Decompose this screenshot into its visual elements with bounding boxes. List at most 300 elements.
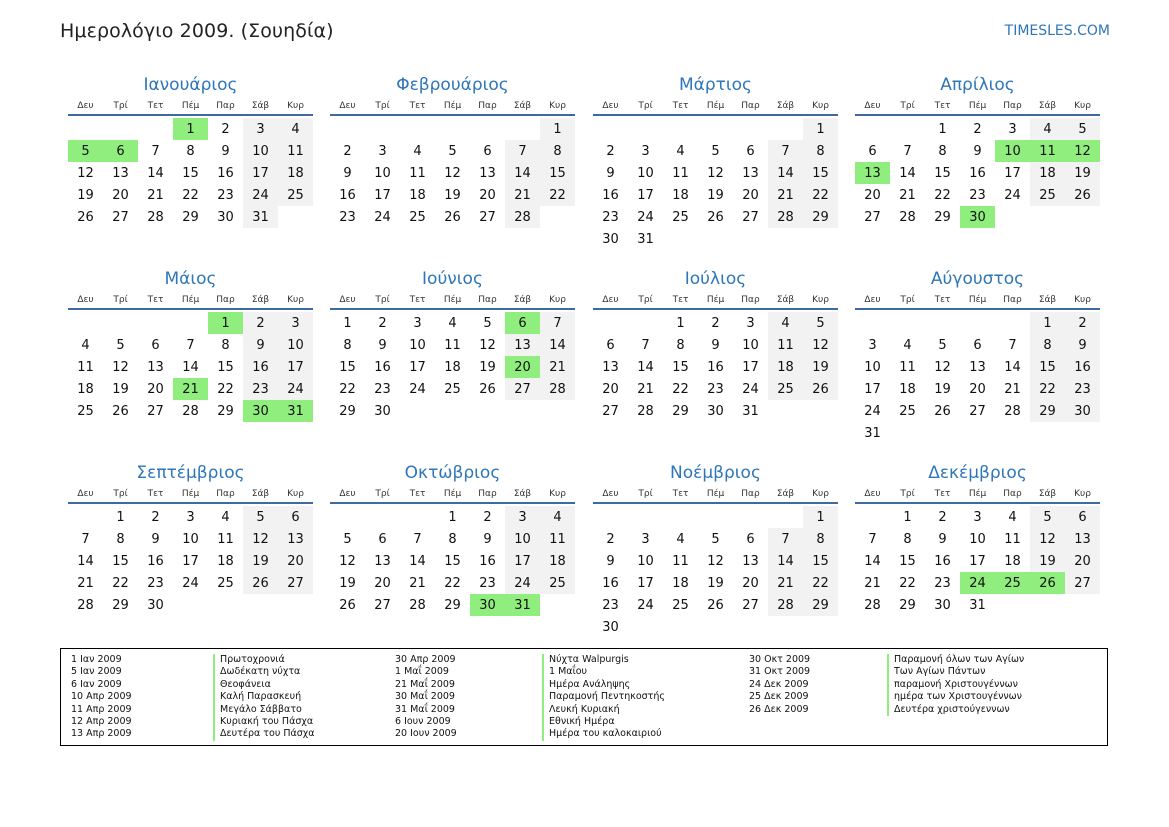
holiday-date: 10 Απρ 2009 (71, 691, 132, 703)
day-cell: 25 (444, 381, 461, 397)
day-cell: 6 (606, 337, 615, 353)
day-cell: 5 (343, 531, 352, 547)
day-cell: 14 (505, 162, 540, 184)
weekday-label: Δευ (864, 295, 881, 305)
weekday-header (330, 487, 575, 504)
day-cell: 11 (77, 359, 94, 375)
day-cell: 9 (378, 337, 387, 353)
holiday-date: 1 Ιαν 2009 (71, 654, 122, 665)
day-grid (593, 506, 838, 638)
holiday-name: Λευκή Κυριακή (542, 704, 665, 716)
day-cell: 4 (278, 118, 313, 140)
day-cell: 31 (742, 403, 759, 419)
day-cell: 27 (1065, 572, 1100, 594)
day-cell: 24 (1004, 187, 1021, 203)
holiday-date: 26 Δεκ 2009 (749, 703, 809, 715)
day-cell: 18 (672, 187, 689, 203)
day-cell: 18 (444, 359, 461, 375)
day-cell: 29 (934, 209, 951, 225)
day-cell: 20 (864, 187, 881, 203)
day-cell: 20 (374, 575, 391, 591)
day-cell-holiday: 30 (470, 594, 505, 616)
day-cell: 22 (1030, 378, 1065, 400)
day-cell-holiday: 5 (68, 140, 103, 162)
day-cell: 21 (637, 381, 654, 397)
day-cell: 13 (147, 359, 164, 375)
day-cell: 24 (374, 209, 391, 225)
day-cell: 14 (1004, 359, 1021, 375)
day-cell: 3 (973, 509, 982, 525)
empty-cell (995, 312, 1030, 334)
holiday-name: Πρωτοχρονιά (213, 654, 315, 666)
day-cell: 10 (637, 553, 654, 569)
day-cell: 27 (479, 209, 496, 225)
day-cell: 11 (672, 553, 689, 569)
day-cell-holiday: 6 (103, 140, 138, 162)
weekday-label: Τετ (934, 489, 951, 499)
weekday-label: Τετ (934, 101, 951, 111)
day-cell: 15 (112, 553, 129, 569)
weekday-label: Σάβ (513, 489, 532, 499)
day-cell: 12 (444, 165, 461, 181)
day-cell: 1 (803, 506, 838, 528)
weekday-label: Τετ (672, 295, 689, 305)
weekday-label: Τρί (900, 489, 915, 499)
empty-cell (768, 506, 803, 528)
day-cell: 18 (768, 356, 803, 378)
empty-cell (698, 118, 733, 140)
day-cell: 19 (77, 187, 94, 203)
weekday-label: Κυρ (812, 101, 829, 111)
weekday-label: Κυρ (549, 295, 566, 305)
day-cell: 17 (409, 359, 426, 375)
day-grid (330, 312, 575, 422)
day-cell: 7 (768, 140, 803, 162)
day-cell: 24 (409, 381, 426, 397)
day-cell: 11 (1004, 531, 1021, 547)
day-cell: 25 (768, 378, 803, 400)
holiday-name: 1 Μαΐου (542, 666, 665, 678)
day-cell: 27 (505, 378, 540, 400)
day-cell-holiday: 10 (995, 140, 1030, 162)
weekday-header (855, 487, 1100, 504)
day-cell: 11 (217, 531, 234, 547)
day-cell-holiday: 12 (1065, 140, 1100, 162)
day-cell: 5 (243, 506, 278, 528)
day-cell: 27 (969, 403, 986, 419)
month-block (330, 267, 575, 422)
day-cell: 26 (112, 403, 129, 419)
day-cell: 10 (374, 165, 391, 181)
weekday-label: Δευ (602, 489, 619, 499)
day-cell: 24 (278, 378, 313, 400)
holiday-name: Νύχτα Walpurgis (542, 654, 665, 666)
day-cell: 13 (602, 359, 619, 375)
day-cell: 15 (182, 165, 199, 181)
day-cell: 17 (182, 553, 199, 569)
weekday-label: Τρί (113, 101, 128, 111)
day-cell: 13 (969, 359, 986, 375)
day-cell: 4 (768, 312, 803, 334)
day-cell: 22 (803, 184, 838, 206)
holiday-date: 11 Απρ 2009 (71, 703, 132, 715)
day-cell: 30 (1065, 400, 1100, 422)
site-link[interactable]: TIMESLES.COM (1004, 23, 1110, 39)
day-grid (68, 312, 313, 422)
empty-cell (400, 506, 435, 528)
day-cell: 19 (707, 575, 724, 591)
day-cell: 23 (602, 209, 619, 225)
day-cell: 6 (746, 531, 755, 547)
weekday-label: Πέμ (181, 295, 200, 305)
day-cell: 17 (742, 359, 759, 375)
month-name: Φεβρουάριος (396, 75, 509, 95)
day-cell: 28 (768, 206, 803, 228)
day-cell: 10 (864, 359, 881, 375)
weekday-label: Πέμ (968, 295, 987, 305)
empty-cell (855, 118, 890, 140)
empty-cell (733, 118, 768, 140)
month-block (593, 73, 838, 250)
day-cell: 12 (243, 528, 278, 550)
day-cell: 26 (444, 209, 461, 225)
month-block (593, 461, 838, 638)
day-cell: 17 (278, 356, 313, 378)
empty-cell (365, 118, 400, 140)
day-cell: 2 (378, 315, 387, 331)
day-cell: 13 (479, 165, 496, 181)
day-cell: 19 (1065, 162, 1100, 184)
day-cell: 12 (77, 165, 94, 181)
weekday-label: Τρί (900, 101, 915, 111)
day-cell: 12 (707, 165, 724, 181)
weekday-label: Παρ (1003, 101, 1022, 111)
weekday-label: Παρ (1003, 295, 1022, 305)
weekday-label: Κυρ (287, 101, 304, 111)
day-cell: 25 (672, 209, 689, 225)
day-cell: 27 (147, 403, 164, 419)
weekday-label: Δευ (602, 101, 619, 111)
weekday-label: Κυρ (1074, 295, 1091, 305)
day-cell: 2 (151, 509, 160, 525)
day-cell: 5 (483, 315, 492, 331)
day-cell: 5 (116, 337, 125, 353)
day-cell: 13 (112, 165, 129, 181)
day-cell: 6 (1065, 506, 1100, 528)
day-cell: 8 (1030, 334, 1065, 356)
weekday-label: Πέμ (443, 295, 462, 305)
day-cell: 8 (221, 337, 230, 353)
day-cell: 12 (339, 553, 356, 569)
day-cell: 24 (864, 403, 881, 419)
day-cell: 4 (676, 531, 685, 547)
day-cell: 28 (637, 403, 654, 419)
day-cell: 8 (938, 143, 947, 159)
day-cell: 19 (803, 356, 838, 378)
weekday-label: Τρί (375, 489, 390, 499)
day-cell: 26 (1065, 184, 1100, 206)
day-cell: 24 (742, 381, 759, 397)
day-cell: 18 (1030, 162, 1065, 184)
day-cell: 9 (606, 553, 615, 569)
day-cell: 17 (1004, 165, 1021, 181)
day-cell: 16 (707, 359, 724, 375)
holiday-name: Κυριακή του Πάσχα (213, 716, 315, 728)
day-cell: 20 (742, 187, 759, 203)
month-name: Μάιος (164, 269, 217, 289)
day-cell: 5 (803, 312, 838, 334)
month-name: Ιούλιος (684, 269, 747, 289)
day-cell: 10 (742, 337, 759, 353)
day-cell: 5 (1030, 506, 1065, 528)
weekday-label: Πέμ (968, 101, 987, 111)
empty-cell (400, 118, 435, 140)
empty-cell (103, 312, 138, 334)
weekday-label: Δευ (339, 101, 356, 111)
empty-cell (855, 506, 890, 528)
day-cell: 14 (182, 359, 199, 375)
day-cell: 2 (243, 312, 278, 334)
day-cell: 26 (339, 597, 356, 613)
month-name: Αύγουστος (930, 269, 1025, 289)
day-cell: 27 (602, 403, 619, 419)
weekday-label: Τρί (375, 101, 390, 111)
day-cell: 10 (409, 337, 426, 353)
weekday-label: Τετ (409, 295, 426, 305)
day-cell: 17 (637, 575, 654, 591)
day-cell: 8 (540, 140, 575, 162)
day-cell: 13 (278, 528, 313, 550)
day-cell: 7 (505, 140, 540, 162)
day-grid (330, 118, 575, 228)
day-cell: 14 (768, 550, 803, 572)
day-cell: 29 (112, 597, 129, 613)
day-cell: 12 (112, 359, 129, 375)
day-cell-holiday: 25 (995, 572, 1030, 594)
day-cell: 11 (409, 165, 426, 181)
weekday-label: Τρί (900, 295, 915, 305)
weekday-label: Δευ (77, 295, 94, 305)
day-cell: 4 (1008, 509, 1017, 525)
day-cell: 24 (505, 572, 540, 594)
day-cell: 19 (444, 187, 461, 203)
empty-cell (330, 506, 365, 528)
weekday-label: Παρ (216, 489, 235, 499)
day-cell: 7 (186, 337, 195, 353)
day-cell: 9 (711, 337, 720, 353)
day-cell: 21 (768, 572, 803, 594)
empty-cell (628, 506, 663, 528)
empty-cell (330, 118, 365, 140)
empty-cell (470, 118, 505, 140)
day-cell: 2 (973, 121, 982, 137)
day-cell: 3 (641, 143, 650, 159)
day-cell: 7 (868, 531, 877, 547)
holiday-date: 30 Απρ 2009 (395, 654, 456, 665)
day-cell: 20 (742, 575, 759, 591)
weekday-label: Πέμ (706, 489, 725, 499)
day-cell: 9 (483, 531, 492, 547)
day-cell: 2 (1065, 312, 1100, 334)
day-cell: 16 (339, 187, 356, 203)
day-cell: 11 (278, 140, 313, 162)
day-cell: 5 (711, 531, 720, 547)
day-cell: 21 (147, 187, 164, 203)
day-cell: 30 (602, 619, 619, 635)
day-cell: 6 (278, 506, 313, 528)
day-cell: 26 (77, 209, 94, 225)
holiday-date: 30 Οκτ 2009 (749, 654, 811, 665)
day-cell: 10 (637, 165, 654, 181)
holiday-date: 6 Ιαν 2009 (71, 678, 122, 690)
weekday-label: Τρί (638, 101, 653, 111)
day-cell: 18 (899, 381, 916, 397)
weekday-label: Δευ (602, 295, 619, 305)
day-cell: 10 (505, 528, 540, 550)
holiday-name: Των Αγίων Πάντων (887, 666, 1024, 678)
day-cell: 20 (147, 381, 164, 397)
day-cell: 30 (602, 231, 619, 247)
day-cell: 19 (339, 575, 356, 591)
day-cell: 14 (77, 553, 94, 569)
day-cell: 25 (217, 575, 234, 591)
day-cell: 9 (938, 531, 947, 547)
day-cell: 18 (77, 381, 94, 397)
day-cell: 23 (1065, 378, 1100, 400)
day-cell: 8 (448, 531, 457, 547)
day-cell: 18 (540, 550, 575, 572)
day-cell: 8 (116, 531, 125, 547)
weekday-label: Παρ (216, 295, 235, 305)
day-cell: 23 (374, 381, 391, 397)
day-cell: 2 (343, 143, 352, 159)
day-cell: 16 (1065, 356, 1100, 378)
day-cell: 27 (742, 209, 759, 225)
holiday-date: 24 Δεκ 2009 (749, 678, 809, 690)
day-cell: 2 (606, 531, 615, 547)
day-cell: 15 (899, 553, 916, 569)
day-cell: 19 (1030, 550, 1065, 572)
weekday-label: Σάβ (1038, 101, 1057, 111)
holiday-name-column (887, 654, 1024, 716)
day-cell: 30 (707, 403, 724, 419)
empty-cell (663, 506, 698, 528)
day-cell-holiday: 24 (960, 572, 995, 594)
day-cell: 9 (151, 531, 160, 547)
day-cell: 4 (676, 143, 685, 159)
weekday-label: Πέμ (181, 101, 200, 111)
day-cell: 29 (1030, 400, 1065, 422)
day-grid (593, 312, 838, 422)
holiday-date: 21 Μαΐ 2009 (395, 678, 455, 690)
day-cell: 22 (339, 381, 356, 397)
day-cell: 4 (413, 143, 422, 159)
day-cell-holiday: 21 (173, 378, 208, 400)
day-cell: 26 (707, 209, 724, 225)
day-cell: 25 (409, 209, 426, 225)
weekday-label: Πέμ (706, 101, 725, 111)
weekday-label: Τετ (672, 489, 689, 499)
day-grid (593, 118, 838, 250)
holiday-date-column (395, 654, 457, 741)
day-cell: 15 (540, 162, 575, 184)
day-cell: 26 (707, 597, 724, 613)
weekday-label: Τετ (672, 101, 689, 111)
day-cell: 29 (672, 403, 689, 419)
day-cell: 9 (243, 334, 278, 356)
day-cell: 1 (540, 118, 575, 140)
holiday-name: ημέρα των Χριστουγέννων (887, 691, 1024, 703)
day-cell: 10 (278, 334, 313, 356)
day-cell-holiday: 31 (278, 400, 313, 422)
day-cell: 22 (182, 187, 199, 203)
day-grid (68, 506, 313, 616)
day-cell: 4 (903, 337, 912, 353)
day-cell: 1 (938, 121, 947, 137)
day-cell: 12 (1030, 528, 1065, 550)
day-cell: 14 (409, 553, 426, 569)
month-block (330, 461, 575, 616)
day-cell: 6 (483, 143, 492, 159)
day-cell: 4 (1030, 118, 1065, 140)
day-cell: 19 (243, 550, 278, 572)
day-cell: 28 (505, 206, 540, 228)
day-cell: 25 (672, 597, 689, 613)
empty-cell (698, 506, 733, 528)
weekday-header (593, 99, 838, 116)
day-cell: 22 (540, 184, 575, 206)
day-cell: 3 (243, 118, 278, 140)
month-name: Ιούνιος (422, 269, 483, 289)
holiday-name-column (213, 654, 315, 741)
day-cell-holiday: 13 (855, 162, 890, 184)
day-cell: 15 (672, 359, 689, 375)
weekday-label: Τρί (113, 489, 128, 499)
day-cell: 16 (602, 187, 619, 203)
day-cell: 7 (540, 312, 575, 334)
day-cell: 19 (479, 359, 496, 375)
day-cell: 20 (969, 381, 986, 397)
day-cell: 6 (746, 143, 755, 159)
empty-cell (663, 118, 698, 140)
day-cell: 15 (217, 359, 234, 375)
day-cell: 8 (803, 528, 838, 550)
day-cell: 1 (676, 315, 685, 331)
day-cell: 13 (374, 553, 391, 569)
day-cell: 5 (448, 143, 457, 159)
empty-cell (768, 118, 803, 140)
empty-cell (925, 312, 960, 334)
weekday-label: Πέμ (181, 489, 200, 499)
holiday-date: 5 Ιαν 2009 (71, 666, 122, 678)
empty-cell (733, 506, 768, 528)
day-cell: 14 (899, 165, 916, 181)
day-cell: 13 (742, 553, 759, 569)
weekday-label: Πέμ (706, 295, 725, 305)
day-cell: 29 (217, 403, 234, 419)
day-cell: 18 (278, 162, 313, 184)
day-cell: 11 (768, 334, 803, 356)
day-cell: 15 (934, 165, 951, 181)
day-cell: 1 (1030, 312, 1065, 334)
month-name: Σεπτέμβριος (136, 463, 245, 483)
empty-cell (103, 118, 138, 140)
empty-cell (593, 312, 628, 334)
day-cell: 21 (409, 575, 426, 591)
day-cell-holiday: 20 (505, 356, 540, 378)
day-cell-holiday: 1 (173, 118, 208, 140)
day-cell-holiday: 30 (243, 400, 278, 422)
